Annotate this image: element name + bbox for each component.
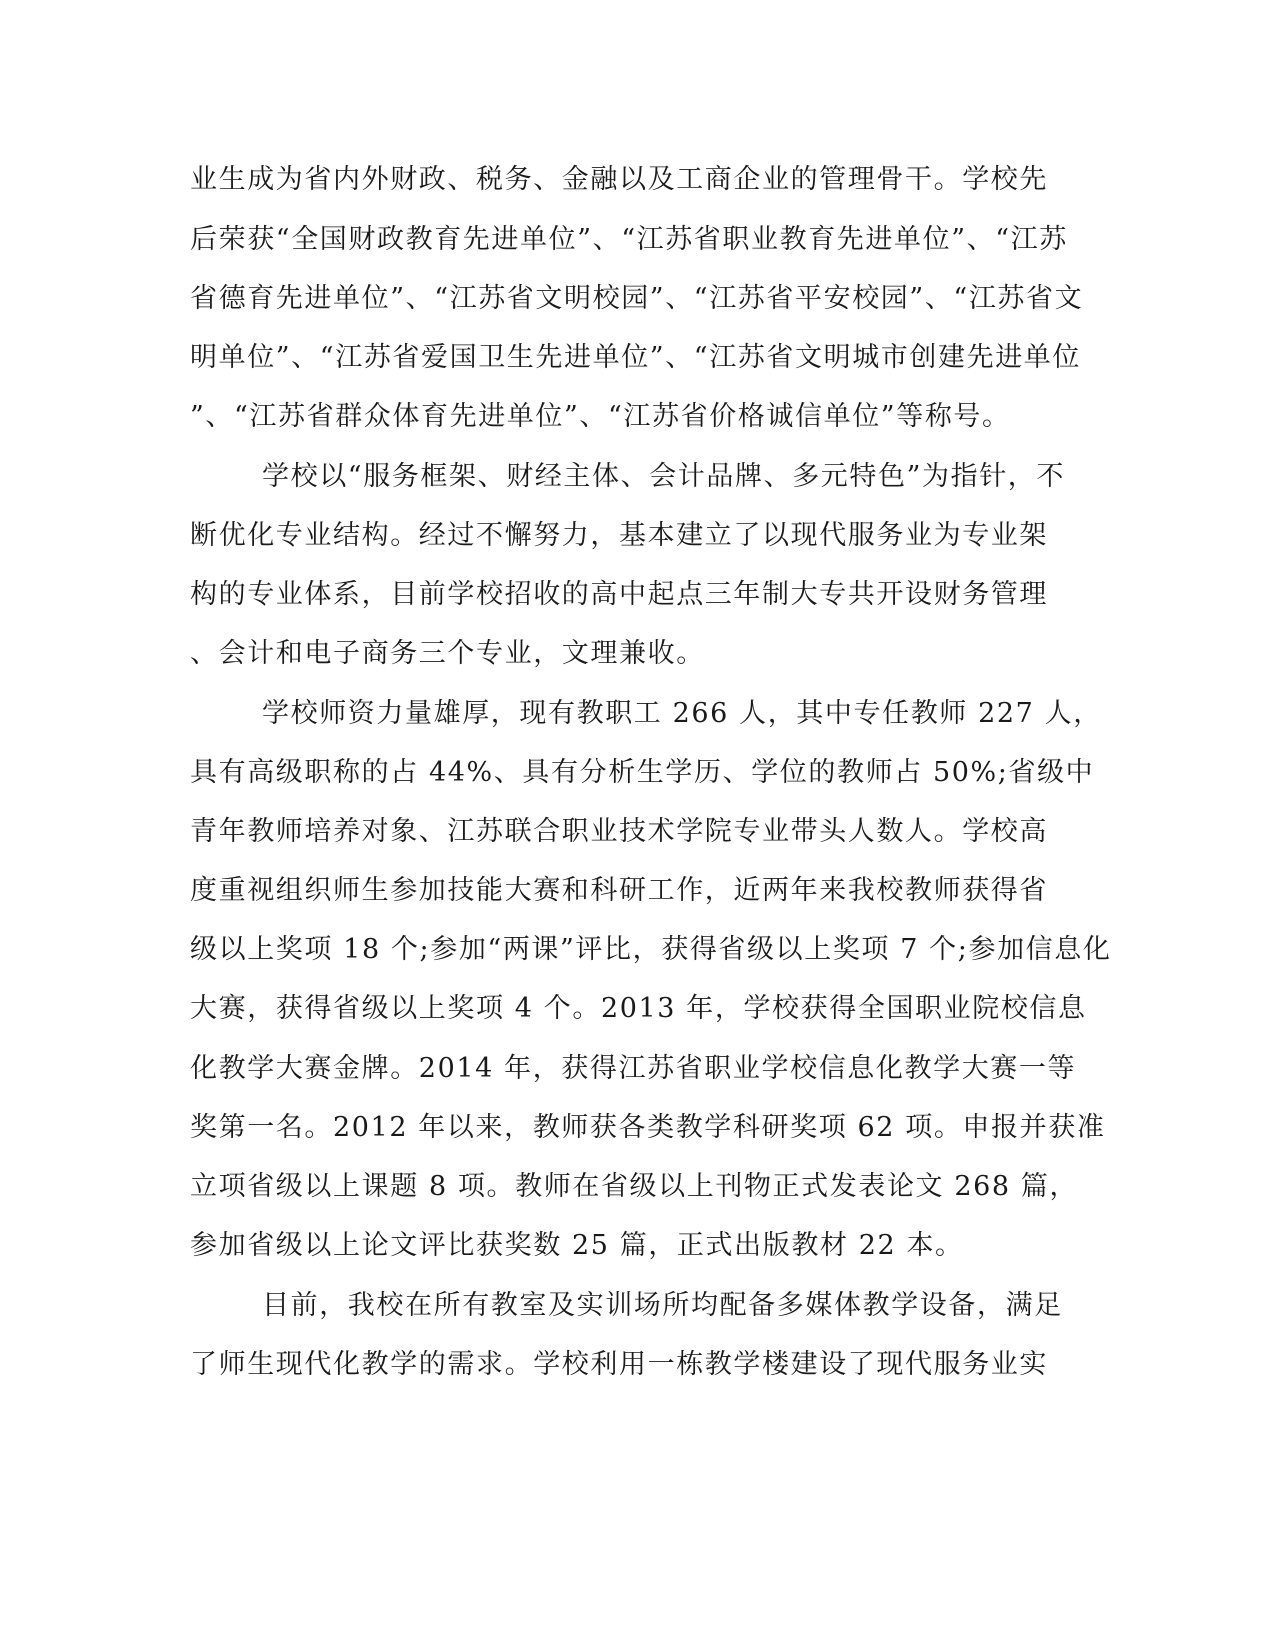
paragraph-line: 奖第一名。2012 年以来，教师获各类教学科研奖项 62 项。申报并获准 xyxy=(190,1112,1106,1143)
paragraph-line: 大赛，获得省级以上奖项 4 个。2013 年，学校获得全国职业院校信息 xyxy=(190,993,1087,1024)
paragraph-line: 明单位”、“江苏省爱国卫生先进单位”、“江苏省文明城市创建先进单位 xyxy=(190,342,1082,373)
paragraph-line: 省德育先进单位”、“江苏省文明校园”、“江苏省平安校园”、“江苏省文 xyxy=(190,283,1084,314)
paragraph-line: 了师生现代化教学的需求。学校利用一栋教学楼建设了现代服务业实 xyxy=(190,1349,1048,1380)
paragraph-line: 立项省级以上课题 8 项。教师在省级以上刊物正式发表论文 268 篇， xyxy=(190,1171,1079,1202)
paragraph-line: 业生成为省内外财政、税务、金融以及工商企业的管理骨干。学校先 xyxy=(190,164,1048,195)
paragraph-line: 目前，我校在所有教室及实训场所均配备多媒体教学设备，满足 xyxy=(262,1290,1063,1321)
paragraph-line: 参加省级以上论文评比获奖数 25 篇，正式出版教材 22 本。 xyxy=(190,1230,964,1261)
paragraph-line: 、会计和电子商务三个专业，文理兼收。 xyxy=(190,638,705,669)
paragraph-line: ”、“江苏省群众体育先进单位”、“江苏省价格诚信单位”等称号。 xyxy=(190,401,1011,432)
paragraph-line: 度重视组织师生参加技能大赛和科研工作，近两年来我校教师获得省 xyxy=(190,875,1048,906)
paragraph-line: 学校师资力量雄厚，现有教职工 266 人，其中专任教师 227 人， xyxy=(262,698,1102,729)
paragraph-line: 学校以“服务框架、财经主体、会计品牌、多元特色”为指针，不 xyxy=(262,461,1066,492)
paragraph-line: 构的专业体系，目前学校招收的高中起点三年制大专共开设财务管理 xyxy=(190,579,1048,610)
paragraph-line: 化教学大赛金牌。2014 年，获得江苏省职业学校信息化教学大赛一等 xyxy=(190,1053,1077,1084)
paragraph-line: 后荣获“全国财政教育先进单位”、“江苏省职业教育先进单位”、“江苏 xyxy=(190,224,1068,255)
paragraph-line: 级以上奖项 18 个;参加“两课”评比，获得省级以上奖项 7 个;参加信息化 xyxy=(190,934,1112,965)
paragraph-line: 具有高级职称的占 44%、具有分析生学历、学位的教师占 50%;省级中 xyxy=(190,757,1095,788)
paragraph-line: 青年教师培养对象、江苏联合职业技术学院专业带头人数人。学校高 xyxy=(190,816,1048,847)
paragraph-line: 断优化专业结构。经过不懈努力，基本建立了以现代服务业为专业架 xyxy=(190,520,1048,551)
